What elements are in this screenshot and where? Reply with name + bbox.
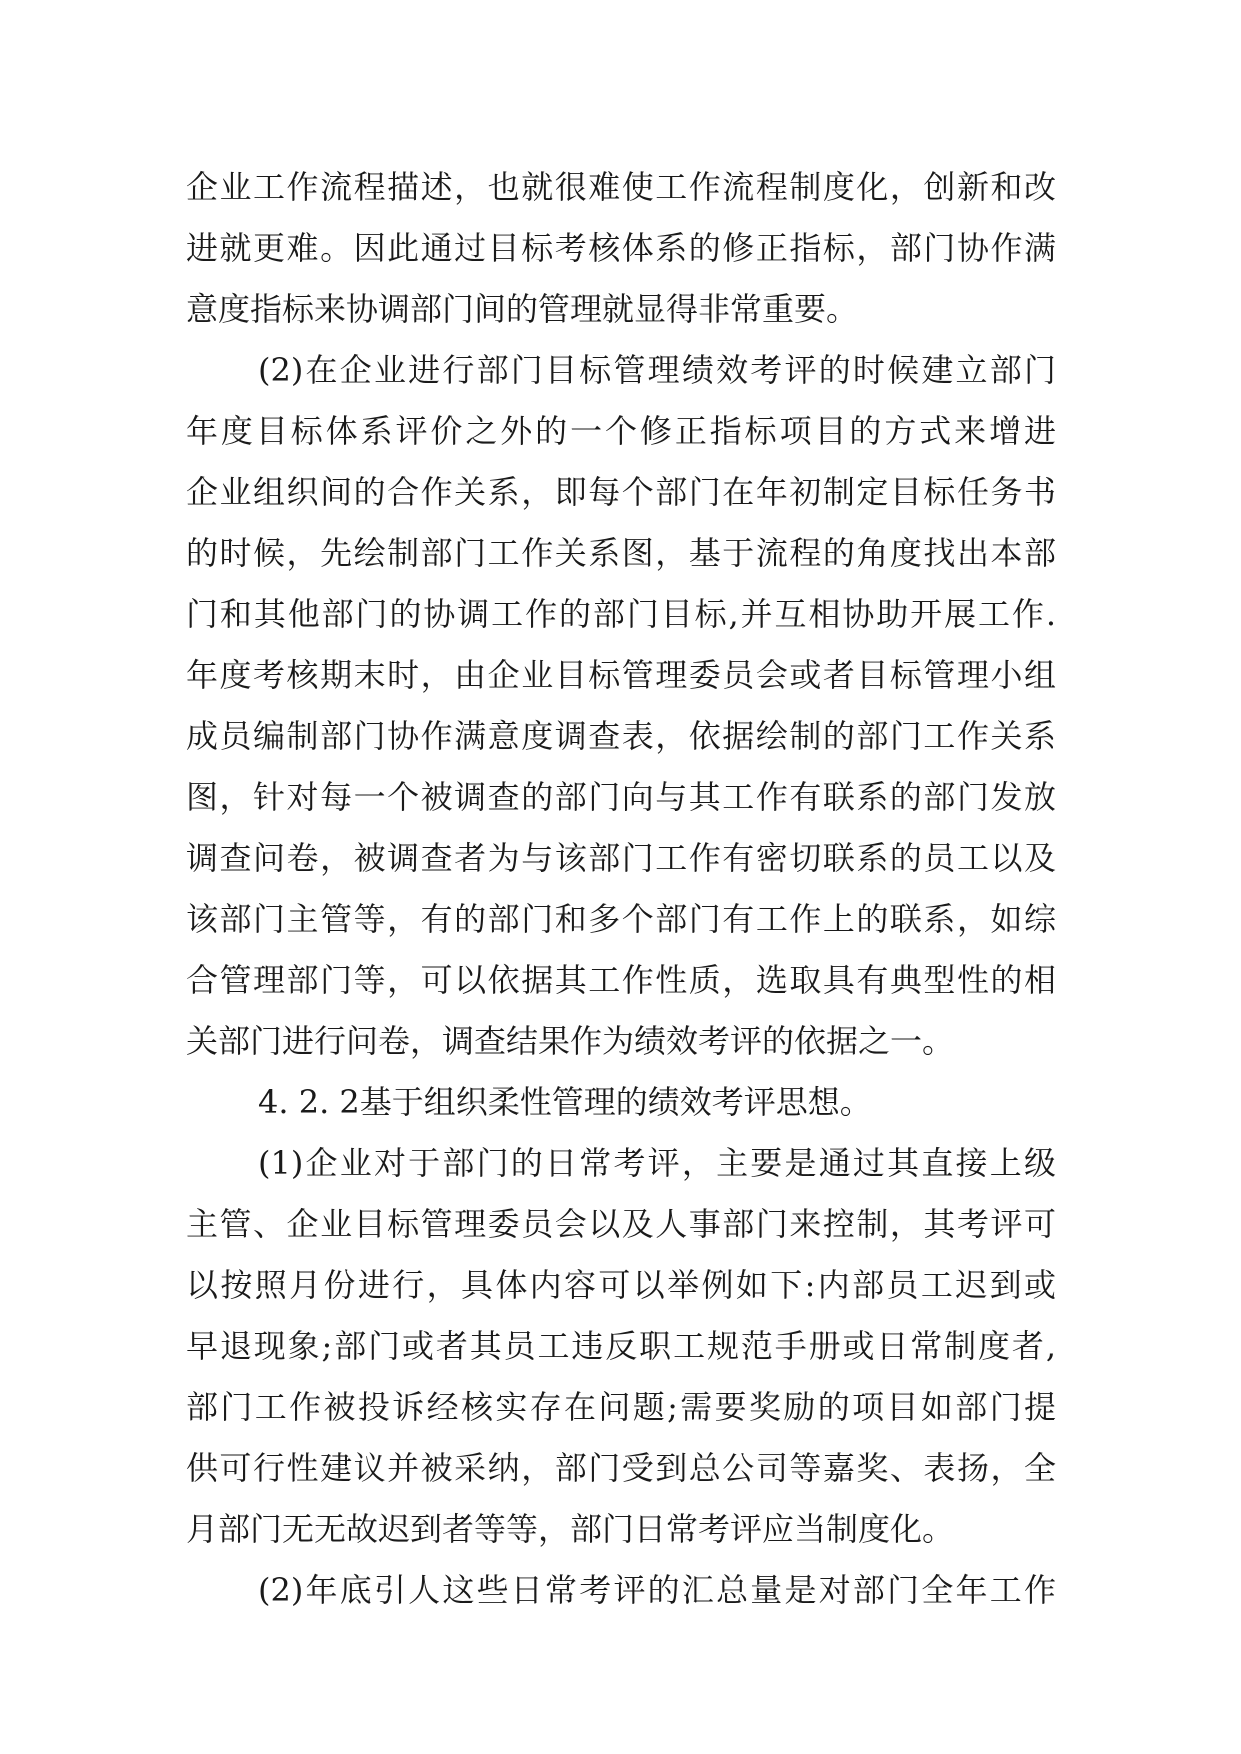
- text-line: 成员编制部门协作满意度调查表，依据绘制的部门工作关系: [186, 717, 1056, 755]
- text-line: 合管理部门等，可以依据其工作性质，选取具有典型性的相: [186, 961, 1056, 999]
- text-line: 图，针对每一个被调查的部门向与其工作有联系的部门发放: [186, 778, 1056, 816]
- text-line: 部门工作被投诉经核实存在问题;需要奖励的项目如部门提: [186, 1388, 1056, 1426]
- text-line: 以按照月份进行，具体内容可以举例如下:内部员工迟到或: [186, 1266, 1056, 1304]
- body-text: [186, 157, 1056, 1621]
- paragraph-start-line: (2)在企业进行部门目标管理绩效考评的时候建立部门: [258, 351, 1056, 389]
- text-line: 意度指标来协调部门间的管理就显得非常重要。: [186, 290, 859, 328]
- text-line: 企业组织间的合作关系，即每个部门在年初制定目标任务书: [186, 473, 1056, 511]
- text-line: 调查问卷，被调查者为与该部门工作有密切联系的员工以及: [186, 839, 1056, 877]
- text-line: 进就更难。因此通过目标考核体系的修正指标，部门协作满: [186, 229, 1056, 267]
- text-line: 企业工作流程描述，也就很难使工作流程制度化，创新和改: [186, 168, 1056, 206]
- text-line: 年度考核期末时，由企业目标管理委员会或者目标管理小组: [186, 656, 1056, 694]
- text-line: 早退现象;部门或者其员工违反职工规范手册或日常制度者,: [186, 1327, 1056, 1365]
- text-line: 主管、企业目标管理委员会以及人事部门来控制，其考评可: [186, 1205, 1056, 1243]
- text-line: 关部门进行问卷，调查结果作为绩效考评的依据之一。: [186, 1022, 955, 1060]
- text-line: 供可行性建议并被采纳，部门受到总公司等嘉奖、表扬，全: [186, 1449, 1056, 1487]
- paragraph-start-line: (2)年底引人这些日常考评的汇总量是对部门全年工作: [258, 1571, 1056, 1609]
- text-line: 该部门主管等，有的部门和多个部门有工作上的联系，如综: [186, 900, 1056, 938]
- paragraph-start-line: (1)企业对于部门的日常考评，主要是通过其直接上级: [258, 1144, 1056, 1182]
- text-line: 月部门无无故迟到者等等，部门日常考评应当制度化。: [186, 1510, 955, 1548]
- text-line: 年度目标体系评价之外的一个修正指标项目的方式来增进: [186, 412, 1056, 450]
- text-line: 门和其他部门的协调工作的部门目标,并互相协助开展工作.: [186, 595, 1056, 633]
- text-line: 的时候，先绘制部门工作关系图，基于流程的角度找出本部: [186, 534, 1056, 572]
- section-heading: 4. 2. 2基于组织柔性管理的绩效考评思想。: [258, 1083, 872, 1121]
